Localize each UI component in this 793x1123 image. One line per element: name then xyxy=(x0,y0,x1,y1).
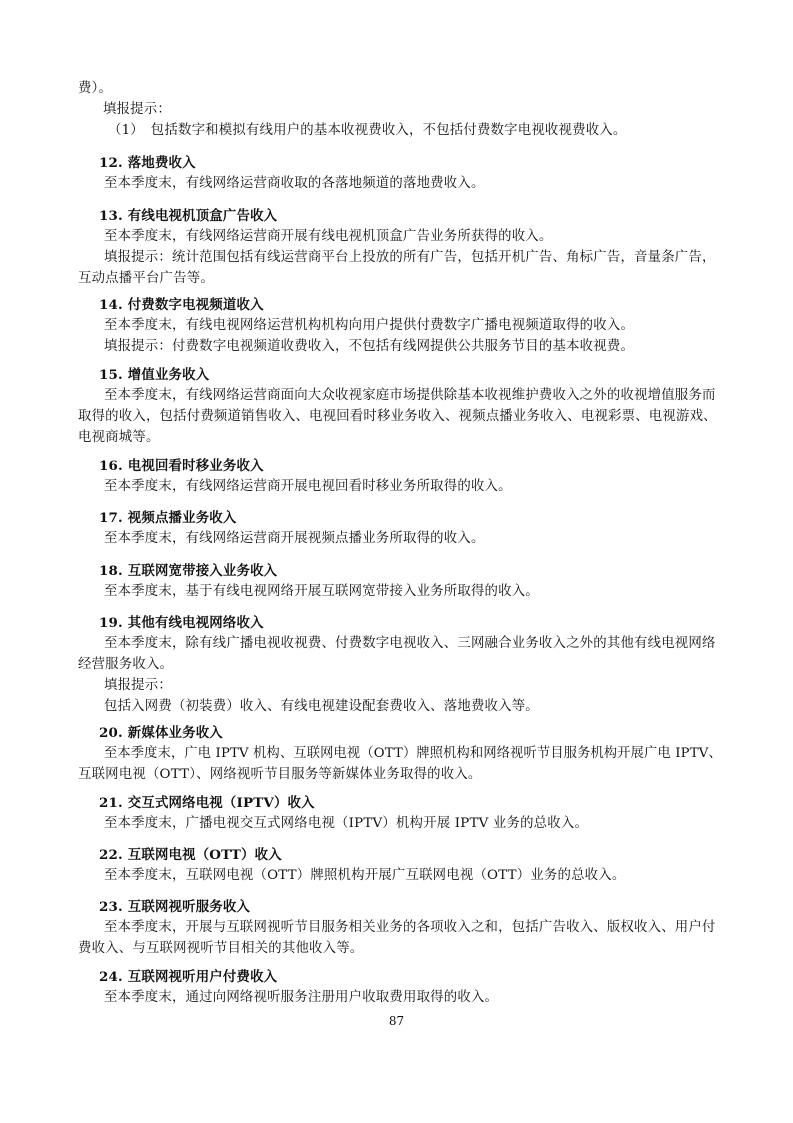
paragraph-line: 至本季度末，除有线广播电视收视费、付费数字电视收入、三网融合业务收入之外的其他有线电视网络 xyxy=(104,636,716,651)
section-heading: 24. 互联网视听用户付费收入 xyxy=(99,969,278,985)
paragraph-line: 至本季度末，广播电视交互式网络电视（IPTV）机构开展 IPTV 业务的总收入。 xyxy=(104,816,589,831)
section-heading: 15. 增值业务收入 xyxy=(99,367,210,383)
paragraph-line: 至本季度末，开展与互联网视听节目服务相关业务的各项收入之和，包括广告收入、版权收入、用户付 xyxy=(104,920,716,935)
hint-label: 填报提示： xyxy=(103,102,171,117)
paragraph-line: 至本季度末，互联网电视（OTT）牌照机构开展广互联网电视（OTT）业务的总收入。 xyxy=(104,868,626,883)
continued-text: 费）。 xyxy=(78,81,113,96)
paragraph-line: 至本季度末，基于有线电视网络开展互联网宽带接入业务所取得的收入。 xyxy=(104,584,539,599)
paragraph-line: 至本季度末，有线网络运营商开展视频点播业务所取得的收入。 xyxy=(104,531,485,546)
section-heading: 13. 有线电视机顶盒广告收入 xyxy=(99,208,278,224)
page-number: 87 xyxy=(388,1014,405,1028)
hint-line: 填报提示：付费数字电视频道收费收入，不包括有线网提供公共服务节目的基本收视费。 xyxy=(104,339,635,354)
hint-line: 包括入网费（初装费）收入、有线电视建设配套费收入、落地费收入等。 xyxy=(104,699,539,714)
hint-line: 互动点播平台广告等。 xyxy=(78,271,214,286)
section-heading: 19. 其他有线电视网络收入 xyxy=(99,615,264,631)
section-heading: 14. 付费数字电视频道收入 xyxy=(99,297,264,313)
hint-item: （1） 包括数字和模拟有线用户的基本收视费收入，不包括付费数字电视收视费收入。 xyxy=(108,123,627,138)
paragraph-line: 费收入、与互联网视听节目相关的其他收入等。 xyxy=(78,941,364,956)
section-heading: 23. 互联网视听服务收入 xyxy=(99,899,251,915)
paragraph-line: 至本季度末，有线网络运营商开展有线电视机顶盒广告业务所获得的收入。 xyxy=(104,229,553,244)
paragraph-line: 电视商城等。 xyxy=(78,430,160,445)
paragraph-line: 至本季度末，有线电视网络运营机构机构向用户提供付费数字广播电视频道取得的收入。 xyxy=(104,318,635,333)
paragraph-line: 互联网电视（OTT）、网络视听节目服务等新媒体业务取得的收入。 xyxy=(78,767,482,782)
paragraph-line: 至本季度末，广电 IPTV 机构、互联网电视（OTT）牌照机构和网络视听节目服务机构开展广电 IPTV、 xyxy=(104,746,722,761)
section-heading: 12. 落地费收入 xyxy=(99,155,196,171)
section-heading: 17. 视频点播业务收入 xyxy=(99,510,237,526)
paragraph-line: 经营服务收入。 xyxy=(78,657,174,672)
hint-label: 填报提示： xyxy=(104,678,172,693)
section-heading: 18. 互联网宽带接入业务收入 xyxy=(99,563,278,579)
paragraph-line: 取得的收入，包括付费频道销售收入、电视回看时移业务收入、视频点播业务收入、电视彩票、电视游戏、 xyxy=(78,409,717,424)
hint-line: 填报提示：统计范围包括有线运营商平台上投放的所有广告，包括开机广告、角标广告，音量条广告， xyxy=(104,250,716,265)
paragraph-line: 至本季度末，有线网络运营商开展电视回看时移业务所取得的收入。 xyxy=(104,479,512,494)
section-heading: 20. 新媒体业务收入 xyxy=(99,725,223,741)
paragraph-line: 至本季度末，有线网络运营商收取的各落地频道的落地费收入。 xyxy=(104,176,485,191)
section-heading: 22. 互联网电视（OTT）收入 xyxy=(99,847,282,863)
paragraph-line: 至本季度末，有线网络运营商面向大众收视家庭市场提供除基本收视维护费收入之外的收视增值服务而 xyxy=(104,388,716,403)
section-heading: 21. 交互式网络电视（IPTV）收入 xyxy=(99,795,315,811)
paragraph-line: 至本季度末，通过向网络视听服务注册用户收取费用取得的收入。 xyxy=(104,990,499,1005)
section-heading: 16. 电视回看时移业务收入 xyxy=(99,458,264,474)
